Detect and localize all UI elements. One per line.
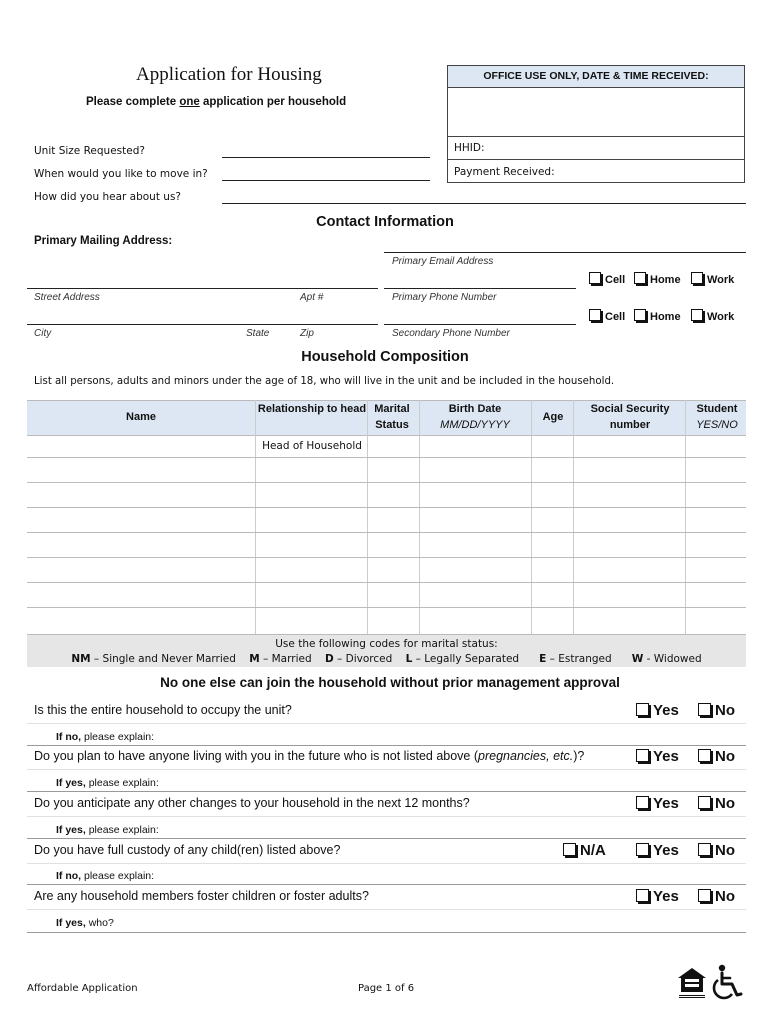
checkbox-icon — [698, 796, 711, 809]
payment-received-label: Payment Received: — [454, 166, 555, 178]
col-name: Name — [126, 411, 156, 423]
q5-explain-label: If yes, who? — [56, 917, 114, 929]
col-relationship: Relationship to head — [257, 403, 367, 415]
question-entire-household: Is this the entire household to occupy the unit? — [34, 703, 292, 717]
checkbox-icon — [698, 843, 711, 856]
table-row[interactable] — [27, 557, 746, 558]
checkbox-icon — [636, 889, 649, 902]
city-label: City — [34, 328, 52, 339]
q3-no-checkbox[interactable]: No — [698, 795, 735, 812]
marital-codes — [27, 634, 746, 667]
q5-explain-input[interactable] — [27, 932, 746, 933]
checkbox-icon — [589, 272, 601, 284]
checkbox-icon — [636, 749, 649, 762]
table-row[interactable] — [27, 507, 746, 508]
move-in-label: When would you like to move in? — [34, 168, 208, 180]
move-in-input[interactable] — [222, 180, 430, 181]
equal-housing-icon — [676, 966, 708, 1005]
q5-no-checkbox[interactable]: No — [698, 888, 735, 905]
unit-size-input[interactable] — [222, 157, 430, 158]
footer-doc-name: Affordable Application — [27, 983, 138, 994]
table-row[interactable] — [27, 482, 746, 483]
q1-explain-label: If no, please explain: — [56, 731, 155, 743]
household-heading: Household Composition — [301, 349, 469, 365]
col-student: Student YES/NO — [696, 403, 738, 431]
q3-explain-label: If yes, please explain: — [56, 824, 159, 836]
q4-yes-checkbox[interactable]: Yes — [636, 842, 679, 859]
household-instructions: List all persons, adults and minors under the age of 18, who will live in the unit and be included in the household. — [34, 376, 615, 387]
page-subtitle: Please complete one application per household — [86, 96, 347, 108]
office-use-title: OFFICE USE ONLY, DATE & TIME RECEIVED: — [448, 66, 744, 88]
checkbox-icon — [691, 272, 703, 284]
apt-label: Apt # — [300, 292, 324, 303]
q4-na-checkbox[interactable]: N/A — [563, 842, 606, 859]
email-input[interactable] — [384, 252, 746, 253]
checkbox-icon — [636, 843, 649, 856]
secondary-phone-input[interactable] — [384, 324, 576, 325]
phone2-work-checkbox[interactable]: Work — [691, 309, 734, 323]
office-use-box — [447, 65, 745, 183]
q4-no-checkbox[interactable]: No — [698, 842, 735, 859]
mailing-address-label: Primary Mailing Address: — [34, 235, 173, 247]
question-child-custody: Do you have full custody of any child(ren) listed above? — [34, 843, 341, 857]
office-date-received-field[interactable] — [448, 88, 744, 137]
payment-received-field[interactable] — [448, 160, 744, 184]
footer-page-number: Page 1 of 6 — [358, 983, 415, 994]
city-state-zip-input[interactable] — [27, 324, 378, 325]
col-marital: Marital Status — [374, 403, 410, 431]
q2-no-checkbox[interactable]: No — [698, 748, 735, 765]
approval-notice: No one else can join the household without prior management approval — [160, 675, 620, 690]
q5-yes-checkbox[interactable]: Yes — [636, 888, 679, 905]
table-row[interactable] — [27, 532, 746, 533]
phone1-cell-checkbox[interactable]: Cell — [589, 272, 625, 286]
phone2-home-checkbox[interactable]: Home — [634, 309, 681, 323]
hhid-label: HHID: — [454, 142, 485, 154]
email-label: Primary Email Address — [392, 256, 494, 267]
col-ssn: Social Security number — [590, 403, 670, 431]
checkbox-icon — [634, 309, 646, 321]
street-address-input[interactable] — [27, 288, 378, 289]
checkbox-icon — [698, 749, 711, 762]
secondary-phone-label: Secondary Phone Number — [392, 328, 510, 339]
unit-size-label: Unit Size Requested? — [34, 145, 145, 157]
question-future-occupants: Do you plan to have anyone living with you in the future who is not listed above (pregnancies, etc.)? — [34, 749, 585, 763]
q1-yes-checkbox[interactable]: Yes — [636, 702, 679, 719]
q3-yes-checkbox[interactable]: Yes — [636, 795, 679, 812]
q4-explain-input[interactable] — [27, 884, 746, 885]
question-foster: Are any household members foster children or foster adults? — [34, 889, 369, 903]
table-row[interactable] — [27, 582, 746, 583]
q2-explain-label: If yes, please explain: — [56, 777, 159, 789]
table-row[interactable] — [27, 607, 746, 608]
question-household-changes: Do you anticipate any other changes to your household in the next 12 months? — [34, 796, 470, 810]
hear-about-input[interactable] — [222, 203, 746, 204]
checkbox-icon — [589, 309, 601, 321]
q2-yes-checkbox[interactable]: Yes — [636, 748, 679, 765]
q3-explain-input[interactable] — [27, 838, 746, 839]
hear-about-label: How did you hear about us? — [34, 191, 181, 203]
zip-label: Zip — [300, 328, 314, 339]
checkbox-icon — [563, 843, 576, 856]
contact-heading: Contact Information — [316, 214, 454, 230]
checkbox-icon — [636, 796, 649, 809]
phone2-cell-checkbox[interactable]: Cell — [589, 309, 625, 323]
state-label: State — [246, 328, 270, 339]
head-of-household-cell: Head of Household — [262, 440, 362, 452]
primary-phone-input[interactable] — [384, 288, 576, 289]
page-title: Application for Housing — [136, 64, 322, 85]
accessibility-icon — [710, 964, 746, 1007]
street-address-label: Street Address — [34, 292, 100, 303]
checkbox-icon — [634, 272, 646, 284]
q1-explain-input[interactable] — [27, 745, 746, 746]
phone1-home-checkbox[interactable]: Home — [634, 272, 681, 286]
q2-explain-input[interactable] — [27, 791, 746, 792]
phone1-work-checkbox[interactable]: Work — [691, 272, 734, 286]
hhid-field[interactable] — [448, 137, 744, 160]
checkbox-icon — [636, 703, 649, 716]
checkbox-icon — [698, 703, 711, 716]
q4-explain-label: If no, please explain: — [56, 870, 155, 882]
marital-codes-intro: Use the following codes for marital status: — [275, 638, 498, 650]
checkbox-icon — [698, 889, 711, 902]
q1-no-checkbox[interactable]: No — [698, 702, 735, 719]
checkbox-icon — [691, 309, 703, 321]
marital-codes-list: NM – Single and Never Married M – Married D – Divorced L – Legally Separated E – Estranged W - Widowed — [71, 653, 702, 665]
col-age: Age — [542, 411, 564, 423]
table-row[interactable] — [27, 457, 746, 458]
household-table — [27, 400, 746, 666]
primary-phone-label: Primary Phone Number — [392, 292, 497, 303]
col-birth: Birth Date MM/DD/YYYY — [440, 403, 510, 431]
